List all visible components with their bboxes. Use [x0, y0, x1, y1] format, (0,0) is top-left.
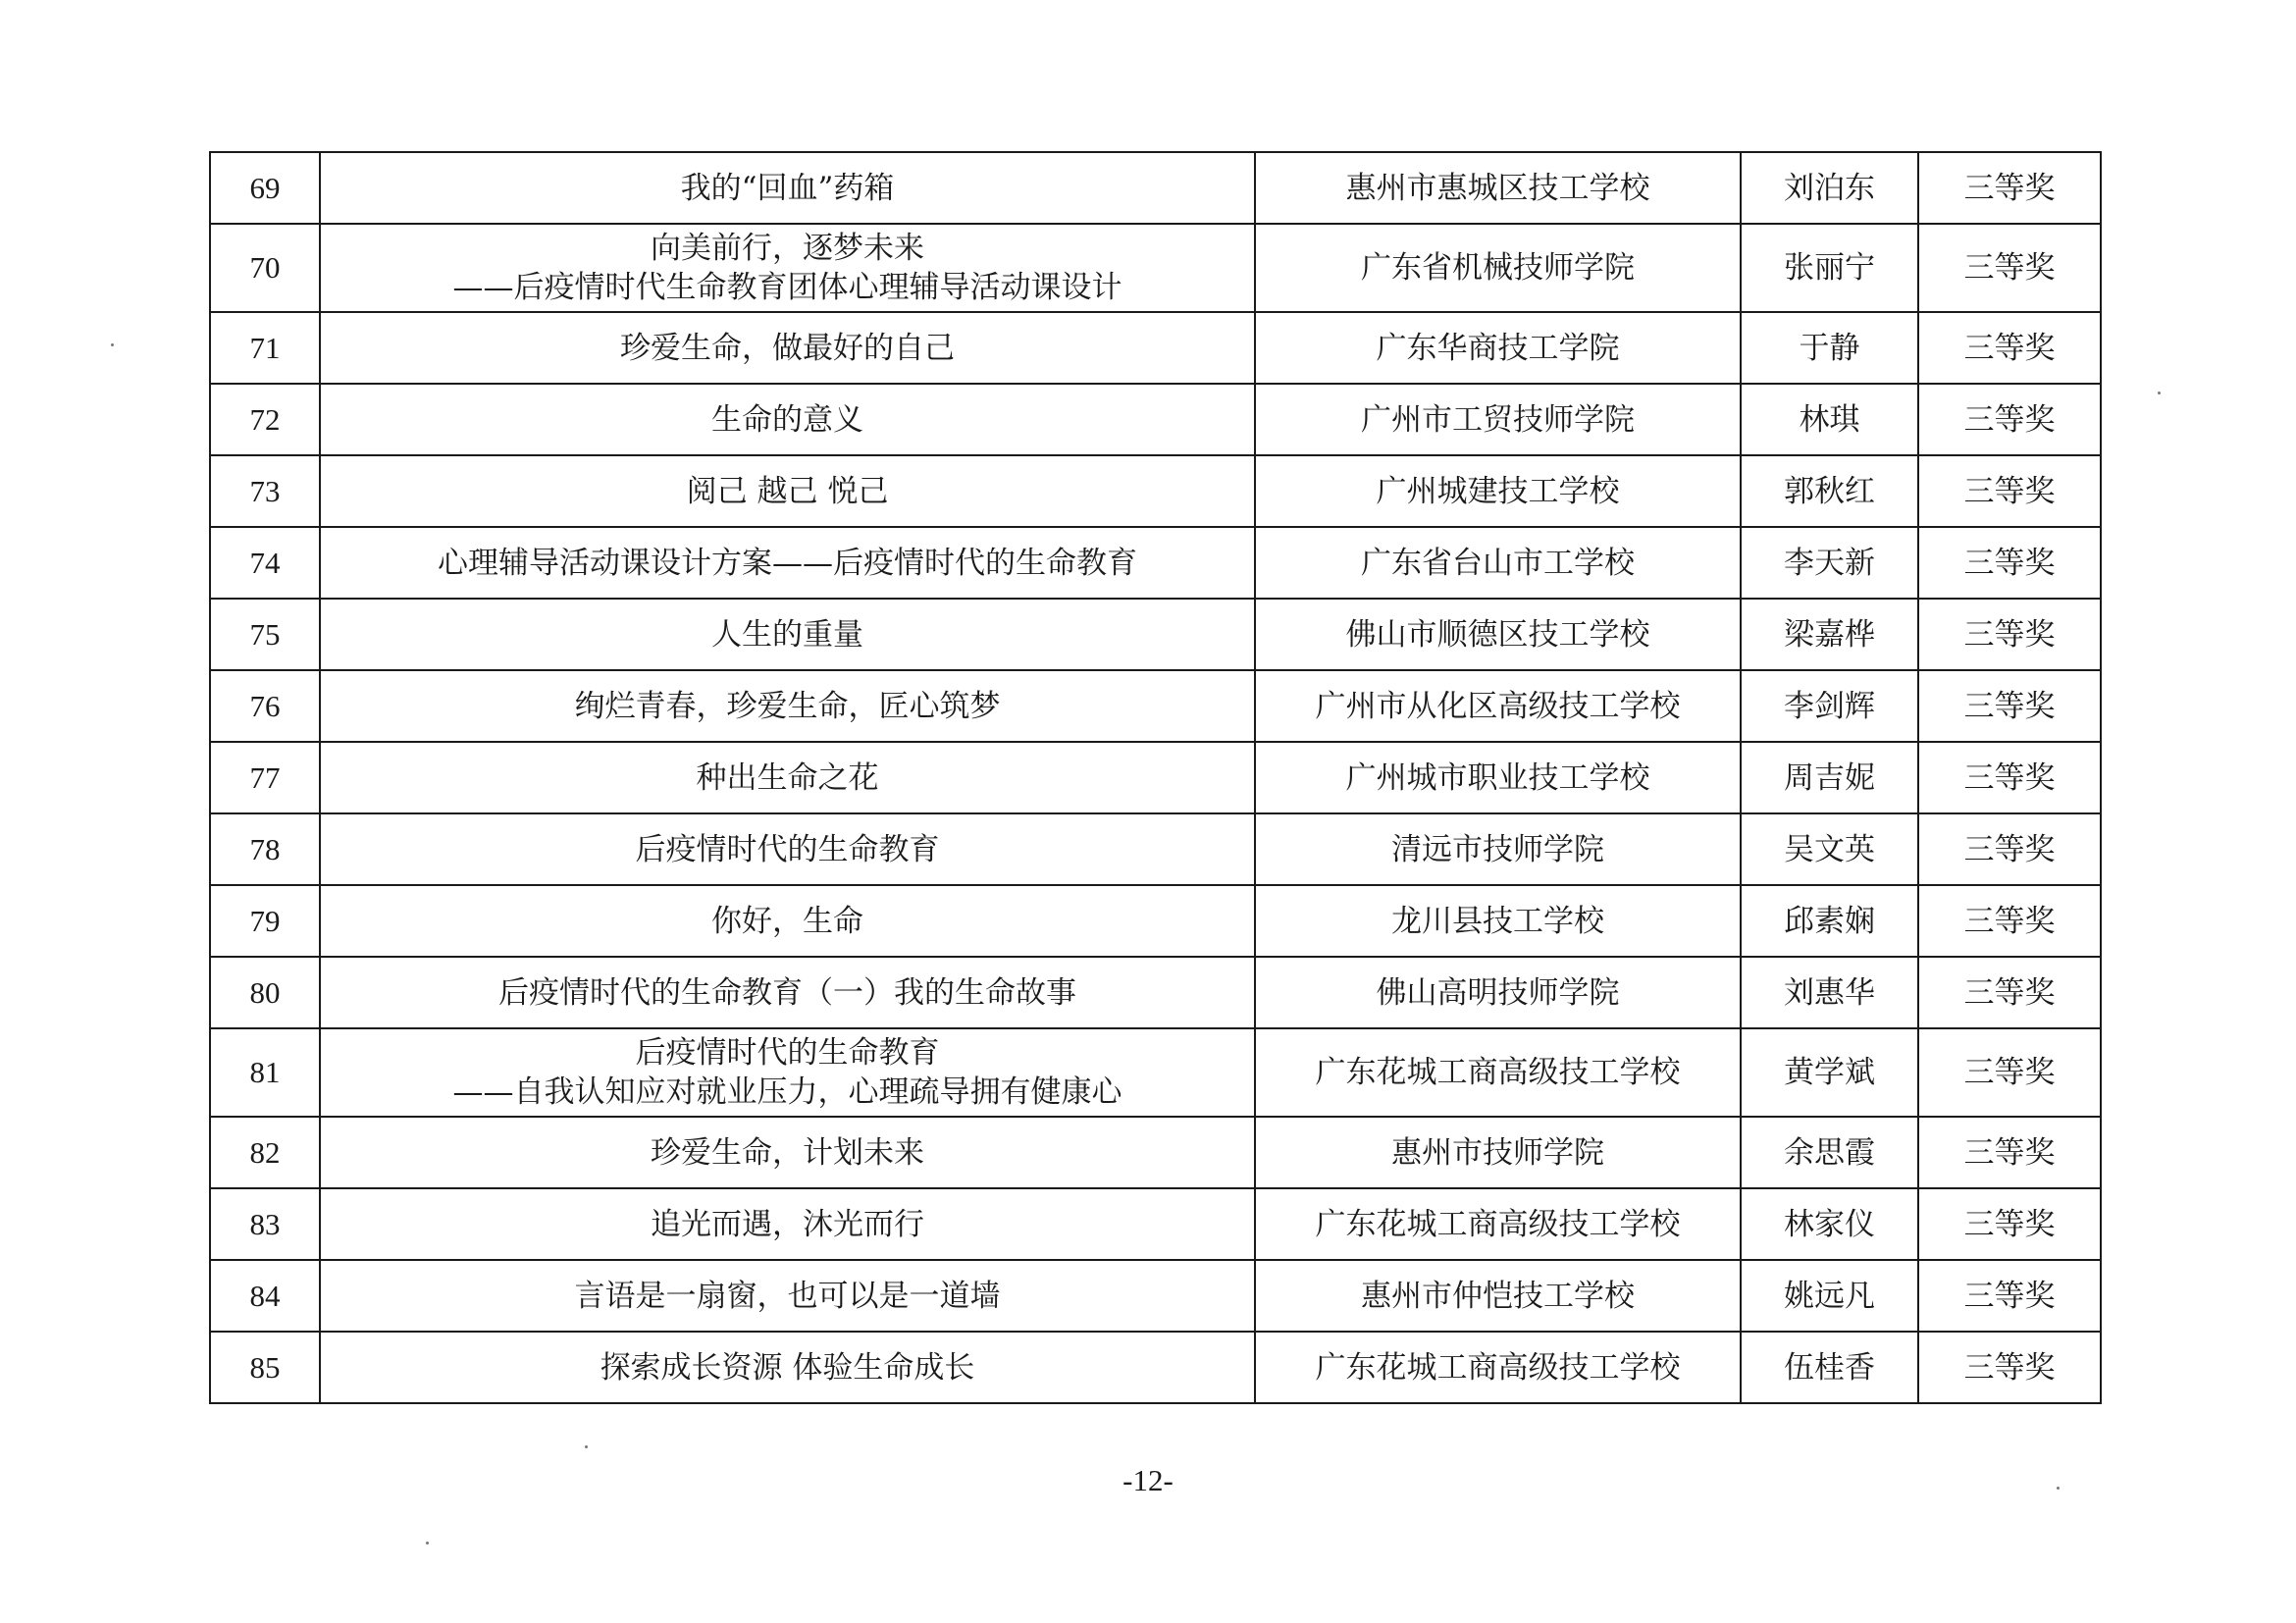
prize-cell: 三等奖	[1918, 670, 2101, 742]
school-cell: 广州城市职业技工学校	[1255, 742, 1741, 813]
school-cell: 广东花城工商高级技工学校	[1255, 1028, 1741, 1117]
title-cell	[320, 885, 1255, 957]
prize-cell: 三等奖	[1918, 152, 2101, 224]
school-cell: 龙川县技工学校	[1255, 885, 1741, 957]
row-number-cell: 78	[210, 813, 320, 885]
title-cell	[320, 599, 1255, 670]
title-line: 向美前行，逐梦未来	[651, 231, 924, 266]
title-cell	[320, 455, 1255, 527]
title-cell	[320, 813, 1255, 885]
school-cell: 广州市从化区高级技工学校	[1255, 670, 1741, 742]
title-cell	[320, 1188, 1255, 1260]
table-row	[210, 1332, 2101, 1403]
title-line: 后疫情时代的生命教育	[635, 1035, 940, 1071]
prize-cell: 三等奖	[1918, 813, 2101, 885]
table-row	[210, 1260, 2101, 1332]
prize-cell: 三等奖	[1918, 455, 2101, 527]
prize-cell: 三等奖	[1918, 1117, 2101, 1188]
title-line: 我的“回血”药箱	[680, 170, 895, 206]
prize-cell: 三等奖	[1918, 224, 2101, 312]
title-line: 后疫情时代的生命教育（一）我的生命故事	[498, 974, 1076, 1011]
row-number-cell: 80	[210, 957, 320, 1028]
title-line: 你好，生命	[711, 903, 863, 939]
school-cell: 广东花城工商高级技工学校	[1255, 1332, 1741, 1403]
author-cell: 姚远凡	[1741, 1260, 1918, 1332]
title-line: ——自我认知应对就业压力，心理疏导拥有健康心	[452, 1074, 1122, 1110]
table-row	[210, 957, 2101, 1028]
prize-cell: 三等奖	[1918, 885, 2101, 957]
title-cell	[320, 527, 1255, 599]
author-cell: 黄学斌	[1741, 1028, 1918, 1117]
row-number-cell: 85	[210, 1332, 320, 1403]
page-number: -12-	[1122, 1463, 1174, 1497]
table-row	[210, 670, 2101, 742]
author-cell: 李剑辉	[1741, 670, 1918, 742]
school-cell: 广东省台山市工学校	[1255, 527, 1741, 599]
title-line: 心理辅导活动课设计方案——后疫情时代的生命教育	[438, 545, 1137, 581]
title-line: 阅己 越己 悦己	[686, 473, 889, 509]
prize-cell: 三等奖	[1918, 599, 2101, 670]
author-cell: 郭秋红	[1741, 455, 1918, 527]
table-row	[210, 224, 2101, 312]
table-row	[210, 527, 2101, 599]
title-line: 探索成长资源 体验生命成长	[600, 1349, 975, 1386]
title-line: ——后疫情时代生命教育团体心理辅导活动课设计	[452, 270, 1122, 305]
prize-cell: 三等奖	[1918, 1188, 2101, 1260]
author-cell: 刘泊东	[1741, 152, 1918, 224]
school-cell: 佛山高明技师学院	[1255, 957, 1741, 1028]
author-cell: 余思霞	[1741, 1117, 1918, 1188]
title-cell	[320, 224, 1255, 312]
title-cell	[320, 312, 1255, 384]
table-row	[210, 312, 2101, 384]
title-cell	[320, 670, 1255, 742]
scan-speck	[2057, 1487, 2060, 1490]
row-number-cell: 81	[210, 1028, 320, 1117]
table-row	[210, 1028, 2101, 1117]
table-row	[210, 152, 2101, 224]
prize-cell: 三等奖	[1918, 1028, 2101, 1117]
prize-cell: 三等奖	[1918, 1260, 2101, 1332]
author-cell: 于静	[1741, 312, 1918, 384]
table-row	[210, 1188, 2101, 1260]
author-cell: 刘惠华	[1741, 957, 1918, 1028]
prize-cell: 三等奖	[1918, 527, 2101, 599]
title-line: 绚烂青春，珍爱生命，匠心筑梦	[574, 688, 1001, 724]
row-number-cell: 75	[210, 599, 320, 670]
prize-cell: 三等奖	[1918, 312, 2101, 384]
school-cell: 惠州市惠城区技工学校	[1255, 152, 1741, 224]
title-line: 言语是一扇窗，也可以是一道墙	[574, 1278, 1001, 1314]
title-cell	[320, 1117, 1255, 1188]
row-number-cell: 69	[210, 152, 320, 224]
prize-cell: 三等奖	[1918, 957, 2101, 1028]
title-line: 生命的意义	[711, 401, 863, 438]
title-cell	[320, 1260, 1255, 1332]
title-cell	[320, 742, 1255, 813]
school-cell: 广州城建技工学校	[1255, 455, 1741, 527]
title-cell	[320, 1332, 1255, 1403]
row-number-cell: 72	[210, 384, 320, 455]
scan-speck	[585, 1445, 588, 1448]
row-number-cell: 84	[210, 1260, 320, 1332]
row-number-cell: 73	[210, 455, 320, 527]
scan-speck	[111, 343, 114, 346]
table-row	[210, 813, 2101, 885]
school-cell: 广州市工贸技师学院	[1255, 384, 1741, 455]
title-cell	[320, 384, 1255, 455]
title-line: 后疫情时代的生命教育	[635, 831, 940, 867]
author-cell: 吴文英	[1741, 813, 1918, 885]
row-number-cell: 79	[210, 885, 320, 957]
author-cell: 李天新	[1741, 527, 1918, 599]
school-cell: 广东省机械技师学院	[1255, 224, 1741, 312]
row-number-cell: 71	[210, 312, 320, 384]
author-cell: 林家仪	[1741, 1188, 1918, 1260]
scan-speck	[426, 1542, 429, 1544]
table-row	[210, 742, 2101, 813]
prize-cell: 三等奖	[1918, 384, 2101, 455]
row-number-cell: 82	[210, 1117, 320, 1188]
school-cell: 佛山市顺德区技工学校	[1255, 599, 1741, 670]
table-row	[210, 599, 2101, 670]
school-cell: 清远市技师学院	[1255, 813, 1741, 885]
school-cell: 惠州市技师学院	[1255, 1117, 1741, 1188]
table-row	[210, 384, 2101, 455]
table-row	[210, 455, 2101, 527]
prize-cell: 三等奖	[1918, 1332, 2101, 1403]
row-number-cell: 83	[210, 1188, 320, 1260]
title-line: 追光而遇，沐光而行	[651, 1206, 924, 1242]
title-line: 珍爱生命，做最好的自己	[620, 330, 955, 366]
row-number-cell: 76	[210, 670, 320, 742]
row-number-cell: 74	[210, 527, 320, 599]
table-row	[210, 1117, 2101, 1188]
author-cell: 张丽宁	[1741, 224, 1918, 312]
prize-cell: 三等奖	[1918, 742, 2101, 813]
row-number-cell: 70	[210, 224, 320, 312]
award-table	[209, 151, 2102, 1404]
author-cell: 梁嘉桦	[1741, 599, 1918, 670]
author-cell: 邱素娴	[1741, 885, 1918, 957]
title-cell	[320, 152, 1255, 224]
title-cell	[320, 1028, 1255, 1117]
title-cell	[320, 957, 1255, 1028]
row-number-cell: 77	[210, 742, 320, 813]
school-cell: 广东花城工商高级技工学校	[1255, 1188, 1741, 1260]
school-cell: 广东华商技工学院	[1255, 312, 1741, 384]
title-line: 人生的重量	[711, 616, 863, 653]
school-cell: 惠州市仲恺技工学校	[1255, 1260, 1741, 1332]
title-line: 珍爱生命，计划未来	[651, 1134, 924, 1171]
author-cell: 伍桂香	[1741, 1332, 1918, 1403]
award-rows	[210, 152, 2101, 1403]
scan-speck	[2158, 392, 2161, 394]
title-line: 种出生命之花	[696, 759, 879, 796]
author-cell: 林琪	[1741, 384, 1918, 455]
table-row	[210, 885, 2101, 957]
author-cell: 周吉妮	[1741, 742, 1918, 813]
